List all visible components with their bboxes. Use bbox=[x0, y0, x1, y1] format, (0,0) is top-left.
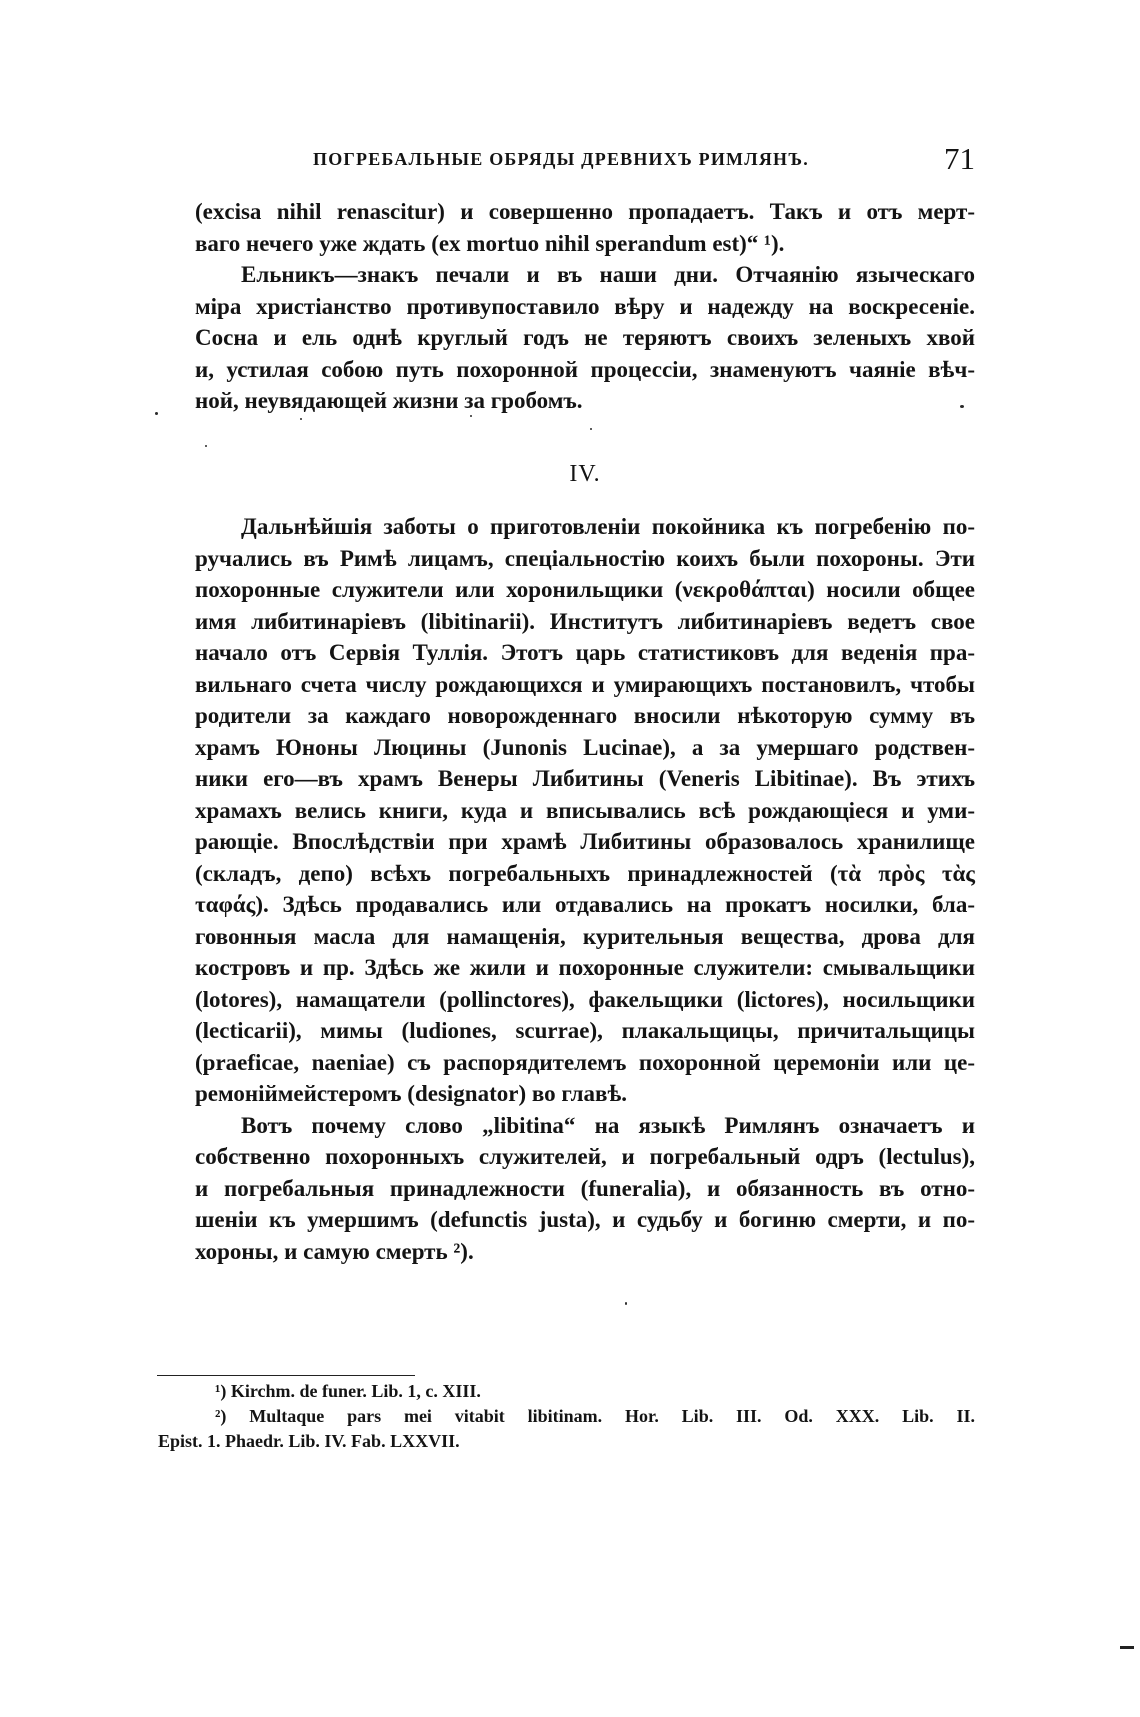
text-line: Дальнѣйшія заботы о приготовленіи покойника къ погребенію по- bbox=[241, 514, 975, 539]
text-line: (praeficae, naeniae) съ распорядителемъ похоронной церемоніи или це- bbox=[195, 1049, 975, 1075]
paragraph-2 bbox=[195, 259, 975, 417]
text-line: собственно похоронныхъ служителей, и погребальный одръ (lectulus), bbox=[195, 1144, 975, 1169]
text-line: храмахъ велись книги, куда и вписывались всѣ рождающіеся и уми- bbox=[195, 797, 975, 823]
running-head bbox=[195, 141, 975, 181]
text-line: (lecticarii), мимы (ludiones, scurrae), плакальщицы, причитальщицы bbox=[195, 1018, 975, 1043]
scan-speckle bbox=[590, 428, 592, 430]
text-line: говонныя масла для намащенія, курительныя вещества, дрова для bbox=[195, 923, 975, 949]
scan-speckle bbox=[625, 1302, 627, 1305]
text-line: міра христіанство противупоставило вѣру и надежду на воскресеніе. bbox=[195, 293, 975, 319]
scan-speckle bbox=[960, 405, 964, 408]
main-text bbox=[195, 196, 975, 1264]
text-line: рающіе. Впослѣдствіи при храмѣ Либитины образовалось хранилище bbox=[195, 829, 975, 854]
text-line: ваго нечего уже ждать (ex mortuo nihil sperandum est)“ ¹). bbox=[195, 230, 785, 256]
text-line: (lotores), намащатели (pollinctores), факельщики (lictores), носильщики bbox=[195, 986, 975, 1012]
text-line: ники его—въ храмъ Венеры Либитины (Veneris Libitinae). Въ этихъ bbox=[195, 766, 975, 791]
text-line: похоронные служители или хоронильщики (νεκροθάπται) носили общее bbox=[195, 577, 975, 602]
scan-speckle bbox=[155, 412, 158, 415]
page-number: 71 bbox=[944, 141, 975, 176]
text-line: (excisa nihil renascitur) и совершенно пропадаетъ. Такъ и отъ мерт- bbox=[195, 199, 975, 224]
text-line: имя либитинаріевъ (libitinarii). Институтъ либитинаріевъ ведетъ свое bbox=[195, 608, 975, 634]
text-line: Ельникъ—знакъ печали и въ наши дни. Отчаянію языческаго bbox=[241, 262, 975, 287]
scan-speckle bbox=[470, 415, 472, 417]
scan-speckle bbox=[300, 418, 302, 420]
text-line: шеніи къ умершимъ (defunctis justa), и судьбу и богиню смерти, и по- bbox=[195, 1207, 975, 1232]
scan-edge-mark bbox=[1120, 1646, 1134, 1649]
footnotes bbox=[158, 1379, 975, 1454]
text-line: храмъ Юноны Люцины (Junonis Lucinae), а за умершаго родствен- bbox=[195, 734, 975, 760]
text-line: хороны, и самую смерть ²). bbox=[195, 1238, 474, 1264]
text-line: (складъ, депо) всѣхъ погребальныхъ принадлежностей (τὰ πρὸς τὰς bbox=[195, 860, 975, 886]
text-line: ручались въ Римѣ лицамъ, спеціальностію коихъ были похороны. Эти bbox=[195, 545, 975, 571]
paragraph-3 bbox=[195, 511, 975, 1267]
section-heading: IV. bbox=[569, 461, 601, 487]
footnote-1: ¹) Kirchm. de funer. Lib. 1, c. XIII. bbox=[215, 1381, 481, 1401]
text-line: ταφάς). Здѣсь продавались или отдавались на прокатъ носилки, бла- bbox=[195, 892, 975, 917]
text-line: и, устилая собою путь похоронной процессіи, знаменуютъ чаяніе вѣч- bbox=[195, 356, 975, 382]
text-line: Вотъ почему слово „libitina“ на языкѣ Римлянъ означаетъ и bbox=[241, 1112, 975, 1138]
text-line: начало отъ Сервія Туллія. Этотъ царь статистиковъ для веденія пра- bbox=[195, 640, 975, 665]
paragraph-1 bbox=[195, 196, 975, 259]
footnote-rule bbox=[157, 1375, 415, 1376]
footnote-2-line-1: ²) Multaque pars mei vitabit libitinam. Hor. Lib. III. Od. XXX. Lib. II. bbox=[215, 1406, 975, 1426]
text-line: Сосна и ель однѣ круглый годъ не теряютъ своихъ зеленыхъ хвой bbox=[195, 325, 975, 350]
text-line: ной, неувядающей жизни за гробомъ. bbox=[195, 388, 583, 413]
running-title: ПОГРЕБАЛЬНЫЕ ОБРЯДЫ ДРЕВНИХЪ РИМЛЯНЪ. bbox=[313, 149, 809, 169]
text-line: костровъ и пр. Здѣсь же жили и похоронные служители: смывальщики bbox=[195, 955, 975, 980]
text-line: и погребальныя принадлежности (funeralia), и обязанность въ отно- bbox=[195, 1175, 975, 1201]
footnote-2-line-2: Epist. 1. Phaedr. Lib. IV. Fab. LXXVII. bbox=[158, 1431, 460, 1451]
text-line: вильнаго счета числу рождающихся и умирающихъ постановилъ, чтобы bbox=[195, 671, 975, 697]
text-line: ремоніймейстеромъ (designator) во главѣ. bbox=[195, 1081, 628, 1106]
scan-speckle bbox=[205, 445, 207, 447]
text-line: родители за каждаго новорожденнаго вносили нѣкоторую сумму въ bbox=[195, 703, 975, 728]
